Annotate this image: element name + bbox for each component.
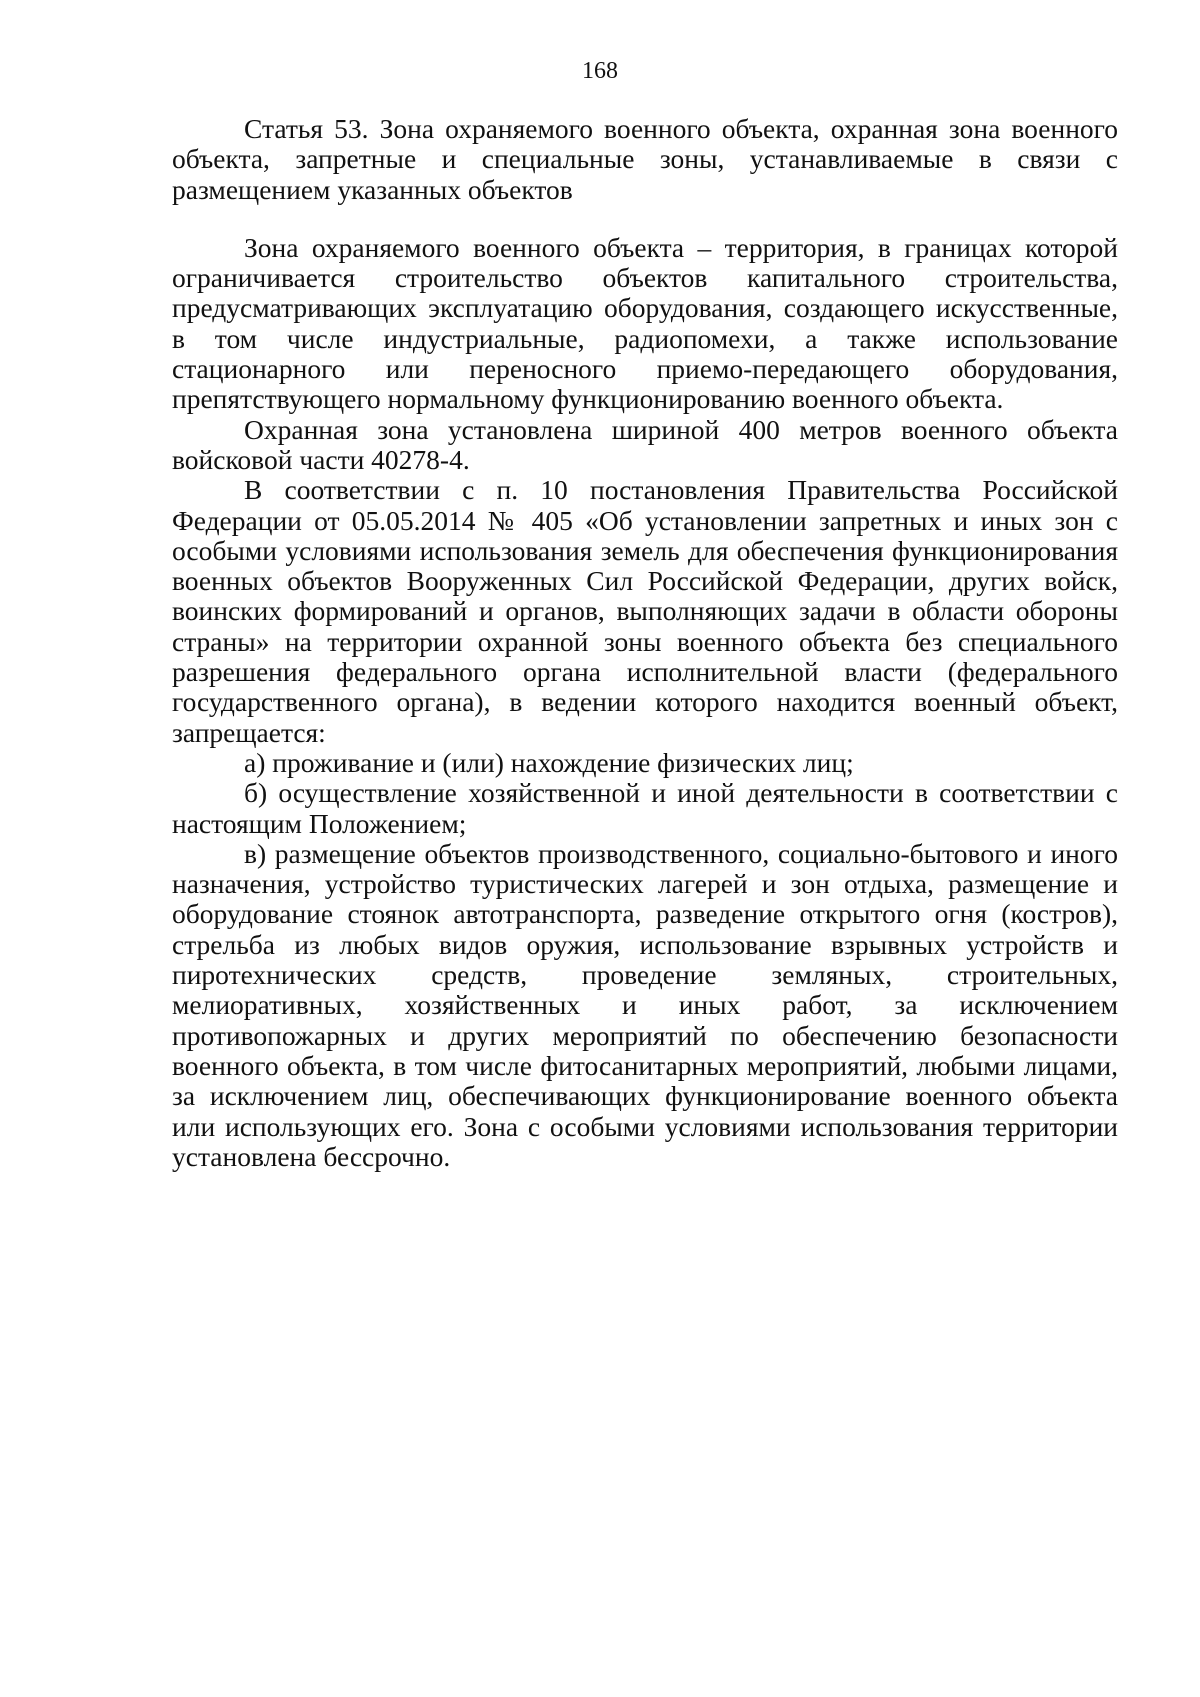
paragraph-regulation-reference: В соответствии с п. 10 постановления Правительства Российской Федерации от 05.05.2014 № 405 «Об установлении запретных и иных зон с особыми условиями использования земель для обеспечения функционирования военных объектов Вооруженных Сил Российской Федерации, других войск, воинских формирований и органов, выполняющих задачи в области обороны страны» на территории охранной зоны военного объекта без специального разрешения федерального органа исполнительной власти (федерального государственного органа), в ведении которого находится военный объект, запрещается: — [172, 474, 1118, 748]
list-item-a: а) проживание и (или) нахождение физических лиц; — [244, 746, 854, 778]
page-number: 168 — [582, 58, 618, 84]
article-heading: Статья 53. Зона охраняемого военного объекта, охранная зона военного объекта, запретные и специальные зоны, устанавливаемые в связи с размещением указанных объектов — [172, 113, 1118, 205]
list-item-c: в) размещение объектов производственного, социально-бытового и иного назначения, устройство туристических лагерей и зон отдыха, размещение и оборудование стоянок автотранспорта, разведение открытого огня (костров), стрельба из любых видов оружия, использование взрывных устройств и пиротехнических средств, проведение земляных, строительных, мелиоративных, хозяйственных и иных работ, за исключением противопожарных и других мероприятий по обеспечению безопасности военного объекта, в том числе фитосанитарных мероприятий, любыми лицами, за исключением лиц, обеспечивающих функционирование военного объекта или использующих его. Зона с особыми условиями использования территории установлена бессрочно. — [172, 837, 1118, 1172]
list-item-b: б) осуществление хозяйственной и иной деятельности в соответствии с настоящим Положением; — [172, 777, 1118, 839]
paragraph-zone-definition: Зона охраняемого военного объекта – территория, в границах которой ограничивается строительство объектов капитального строительства, предусматривающих эксплуатацию оборудования, создающего искусственные, в том числе индустриальные, радиопомехи, а также использование стационарного или переносного приемо-передающего оборудования, препятствующего нормальному функционированию военного объекта. — [172, 231, 1118, 415]
document-body — [172, 114, 1118, 1172]
paragraph-protection-zone-width: Охранная зона установлена шириной 400 метров военного объекта войсковой части 40278-4. — [172, 413, 1118, 475]
